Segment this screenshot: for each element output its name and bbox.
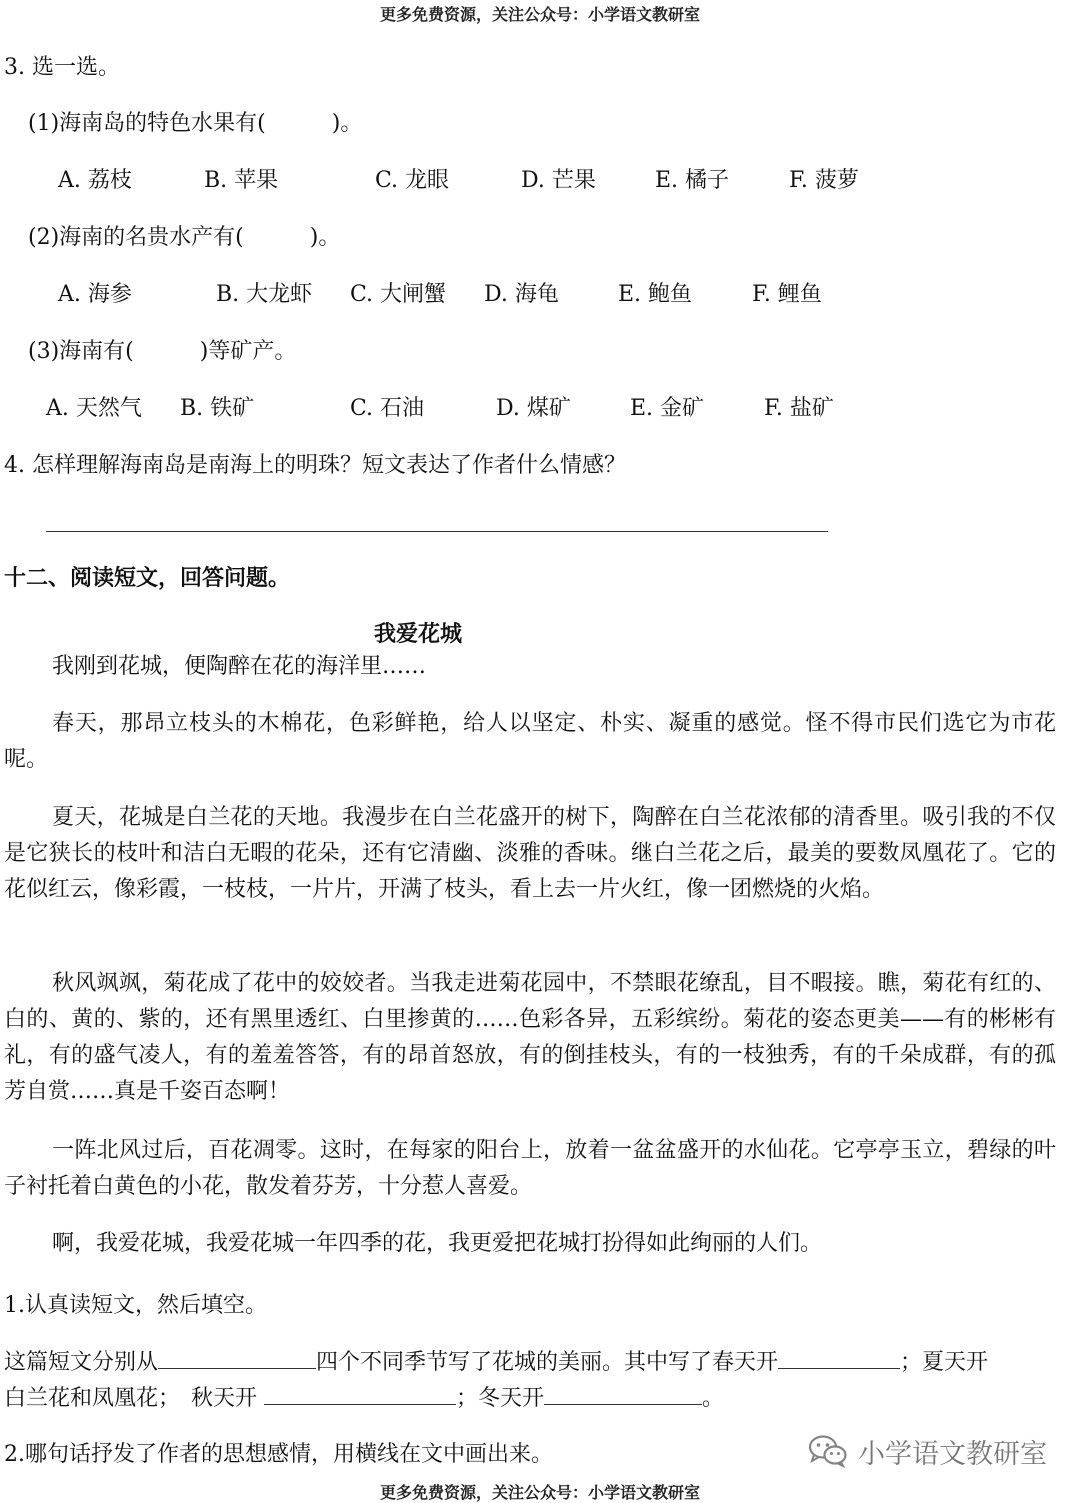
q3-1-option-e: E. 橘子 [655, 168, 730, 193]
q3-3-option-f: F. 盐矿 [764, 396, 834, 421]
question-3-title: 3. 选一选。 [4, 55, 120, 80]
q3-3-option-b: B. 铁矿 [180, 396, 255, 421]
question-3-1-stem: (1)海南岛的特色水果有( )。 [28, 111, 363, 136]
subquestion-1-title: 1.认真读短文，然后填空。 [4, 1293, 267, 1318]
article-paragraph-4: 秋风飒飒，菊花成了花中的姣姣者。当我走进菊花园中，不禁眼花缭乱，目不暇接。瞧，菊花有红的、白的、黄的、紫的，还有黑里透红、白里掺黄的……色彩各异，五彩缤纷。菊花的姿态更美——有的彬彬有礼，有的盛气凌人，有的羞羞答答，有的昂首怒放，有的倒挂枝头，有的一枝独秀，有的千朵成群，有的孤芳自赏……真是千姿百态啊！ [4, 971, 1056, 1104]
q3-1-option-b: B. 苹果 [204, 168, 279, 193]
q3-2-option-f: F. 鲤鱼 [752, 282, 822, 307]
q3-3-option-a: A. 天然气 [46, 396, 142, 421]
q3-2-option-a: A. 海参 [58, 282, 132, 307]
fill-text-6: 。 [702, 1386, 725, 1411]
fill-blank-line-2 [4, 1381, 724, 1412]
article-paragraph-5: 一阵北风过后，百花凋零。这时，在每家的阳台上，放着一盆盆盛开的水仙花。它亭亭玉立，碧绿的叶子衬托着白黄色的小花，散发着芬芳，十分惹人喜爱。 [4, 1138, 1056, 1199]
watermark [808, 1426, 1047, 1476]
question-4-title: 4. 怎样理解海南岛是南海上的明珠？短文表达了作者什么情感？ [4, 453, 626, 478]
question-3-2-stem: (2)海南的名贵水产有( )。 [28, 225, 341, 250]
q3-1-option-a: A. 荔枝 [58, 168, 132, 193]
fill-text-2: 四个不同季节写了花城的美丽。其中写了春天开 [316, 1350, 779, 1375]
wechat-icon [808, 1434, 848, 1468]
subquestion-2-title: 2.哪句话抒发了作者的思想感情，用横线在文中画出来。 [4, 1442, 553, 1467]
question-3-3-stem: (3)海南有( )等矿产。 [28, 339, 297, 364]
q3-3-option-e: E. 金矿 [630, 396, 705, 421]
blank-winter-flower[interactable] [544, 1382, 702, 1405]
article-paragraph-6: 啊，我爱花城，我爱花城一年四季的花，我更爱把花城打扮得如此绚丽的人们。 [52, 1231, 823, 1256]
blank-autumn-flower[interactable] [264, 1382, 456, 1405]
q3-1-option-d: D. 芒果 [521, 168, 596, 193]
q3-1-option-c: C. 龙眼 [375, 168, 450, 193]
page-footer: 更多免费资源，关注公众号：小学语文教研室 [379, 1483, 700, 1502]
fill-text-5: ；冬天开 [456, 1386, 545, 1411]
answer-line[interactable] [46, 531, 828, 532]
article-paragraph-1: 我刚到花城，便陶醉在花的海洋里…… [52, 654, 427, 679]
fill-text-3: ；夏天开 [900, 1350, 989, 1375]
fill-text-1: 这篇短文分别从 [4, 1350, 159, 1375]
fill-blank-line-1 [4, 1345, 988, 1376]
blank-seasons[interactable] [158, 1346, 316, 1369]
q3-2-option-d: D. 海龟 [484, 282, 559, 307]
blank-spring-flower[interactable] [778, 1346, 900, 1369]
section-12-heading: 十二、阅读短文，回答问题。 [4, 565, 291, 591]
article-paragraph-3: 夏天，花城是白兰花的天地。我漫步在白兰花盛开的树下，陶醉在白兰花浓郁的清香里。吸引我的不仅是它狭长的枝叶和洁白无暇的花朵，还有它清幽、淡雅的香味。继白兰花之后，最美的要数凤凰花了。它的花似红云，像彩霞，一枝枝，一片片，开满了枝头，看上去一片火红，像一团燃烧的火焰。 [4, 805, 1056, 902]
watermark-text: 小学语文教研室 [858, 1438, 1047, 1470]
article-paragraph-2: 春天，那昂立枝头的木棉花，色彩鲜艳，给人以坚定、朴实、凝重的感觉。怪不得市民们选它为市花呢。 [4, 711, 1056, 772]
q3-1-option-f: F. 菠萝 [789, 168, 859, 193]
page-header: 更多免费资源，关注公众号：小学语文教研室 [379, 5, 700, 24]
article-title: 我爱花城 [373, 621, 462, 647]
q3-3-option-d: D. 煤矿 [496, 396, 571, 421]
fill-text-4: 白兰花和凤凰花； 秋天开 [4, 1386, 258, 1411]
q3-2-option-c: C. 大闸蟹 [350, 282, 447, 307]
q3-2-option-e: E. 鲍鱼 [618, 282, 693, 307]
q3-3-option-c: C. 石油 [350, 396, 425, 421]
q3-2-option-b: B. 大龙虾 [216, 282, 313, 307]
